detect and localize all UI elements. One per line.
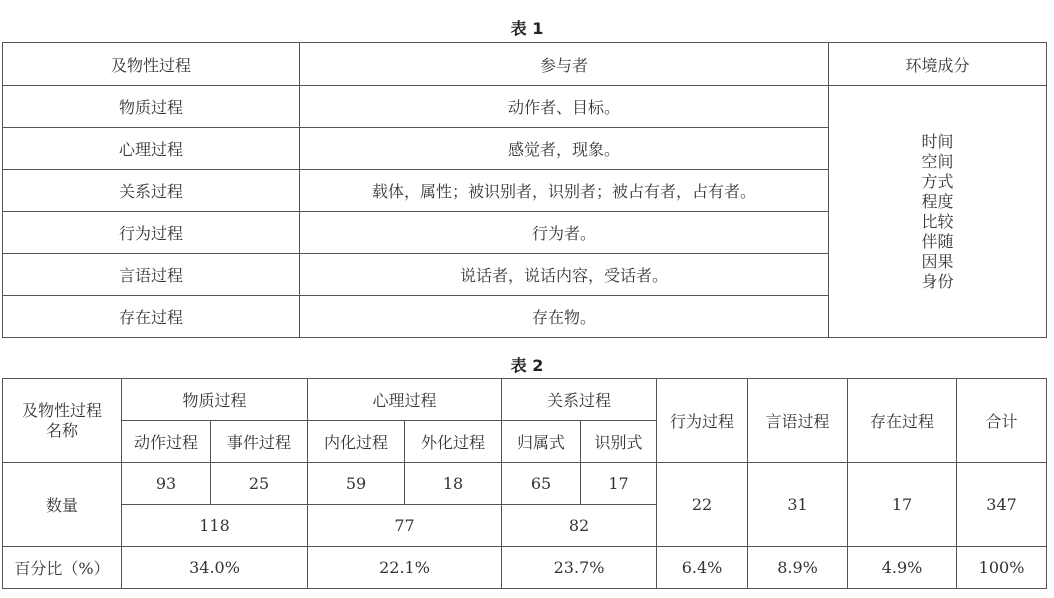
percent-cell: 22.1%	[308, 547, 502, 589]
environment-item: 空间	[921, 151, 954, 171]
sub-quantity-cell: 17	[581, 463, 657, 505]
participants-cell: 载体，属性；被识别者，识别者；被占有者，占有者。	[300, 170, 829, 212]
table2-group-header-row	[3, 379, 1047, 421]
sub-quantity-cell: 65	[502, 463, 581, 505]
subheader-cell: 外化过程	[405, 421, 502, 463]
percent-cell: 8.9%	[748, 547, 848, 589]
sub-quantity-cell: 25	[211, 463, 308, 505]
environment-item: 程度	[921, 191, 954, 211]
sub-quantity-cell: 59	[308, 463, 405, 505]
table-row	[3, 86, 1047, 128]
percent-cell: 4.9%	[848, 547, 957, 589]
process-cell: 物质过程	[3, 86, 300, 128]
table2-name-header	[3, 379, 122, 463]
total-cell-behavioral: 22	[657, 463, 748, 547]
header-existential: 存在过程	[848, 379, 957, 463]
subheader-cell: 动作过程	[122, 421, 211, 463]
process-cell: 存在过程	[3, 296, 300, 338]
process-cell: 言语过程	[3, 254, 300, 296]
group-total-cell: 82	[502, 505, 657, 547]
percent-cell: 100%	[957, 547, 1047, 589]
participants-cell: 存在物。	[300, 296, 829, 338]
environment-item: 因果	[921, 251, 954, 271]
table1-caption: 表 1	[510, 19, 544, 38]
percent-label: 百分比（%）	[3, 547, 122, 589]
total-cell-existential: 17	[848, 463, 957, 547]
table1-header-environment: 环境成分	[829, 43, 1047, 86]
percent-cell: 6.4%	[657, 547, 748, 589]
group-header-mental: 心理过程	[308, 379, 502, 421]
subheader-cell: 识别式	[581, 421, 657, 463]
environment-list	[921, 132, 953, 292]
environment-cell	[829, 86, 1047, 338]
table-1	[2, 42, 1047, 338]
percent-cell: 23.7%	[502, 547, 657, 589]
table1-header-row	[3, 43, 1047, 86]
group-total-cell: 77	[308, 505, 502, 547]
participants-cell: 动作者、目标。	[300, 86, 829, 128]
subheader-cell: 事件过程	[211, 421, 308, 463]
subheader-cell: 内化过程	[308, 421, 405, 463]
group-total-cell: 118	[122, 505, 308, 547]
group-header-relational: 关系过程	[502, 379, 657, 421]
name-header-line: 及物性过程	[21, 400, 102, 420]
environment-item: 时间	[921, 131, 954, 151]
table1-header-process: 及物性过程	[3, 43, 300, 86]
table1-header-participants: 参与者	[300, 43, 829, 86]
name-header-line: 名称	[45, 420, 78, 440]
process-cell: 关系过程	[3, 170, 300, 212]
process-cell: 心理过程	[3, 128, 300, 170]
table-row	[3, 547, 1047, 589]
process-cell: 行为过程	[3, 212, 300, 254]
total-cell-verbal: 31	[748, 463, 848, 547]
header-verbal: 言语过程	[748, 379, 848, 463]
header-total: 合计	[957, 379, 1047, 463]
table-row	[3, 463, 1047, 505]
total-cell-sum: 347	[957, 463, 1047, 547]
environment-item: 身份	[921, 271, 954, 291]
participants-cell: 感觉者，现象。	[300, 128, 829, 170]
sub-quantity-cell: 93	[122, 463, 211, 505]
participants-cell: 说话者，说话内容，受话者。	[300, 254, 829, 296]
environment-item: 方式	[921, 171, 954, 191]
header-behavioral: 行为过程	[657, 379, 748, 463]
quantity-label: 数量	[3, 463, 122, 547]
participants-cell: 行为者。	[300, 212, 829, 254]
subheader-cell: 归属式	[502, 421, 581, 463]
table2-caption: 表 2	[510, 356, 544, 375]
environment-item: 伴随	[921, 231, 954, 251]
environment-item: 比较	[921, 211, 954, 231]
table-2	[2, 378, 1047, 589]
group-header-material: 物质过程	[122, 379, 308, 421]
percent-cell: 34.0%	[122, 547, 308, 589]
sub-quantity-cell: 18	[405, 463, 502, 505]
